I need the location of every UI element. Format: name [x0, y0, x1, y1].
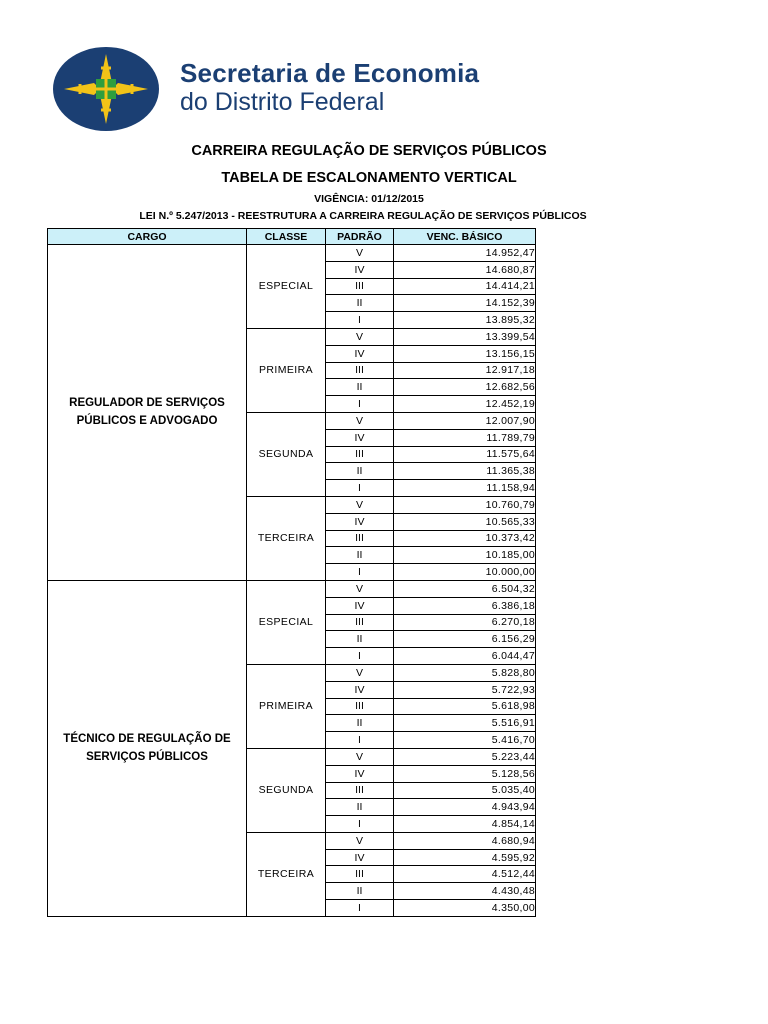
venc-basico-cell: 14.414,21	[394, 278, 536, 295]
padrao-cell: II	[326, 715, 394, 732]
padrao-cell: V	[326, 748, 394, 765]
classe-cell: ESPECIAL	[247, 245, 326, 329]
org-name-line1: Secretaria de Economia	[180, 58, 480, 88]
venc-basico-cell: 13.399,54	[394, 328, 536, 345]
document-title: CARREIRA REGULAÇÃO DE SERVIÇOS PÚBLICOS	[191, 143, 547, 159]
padrao-cell: II	[326, 631, 394, 648]
padrao-cell: V	[326, 245, 394, 262]
padrao-cell: III	[326, 698, 394, 715]
header-cargo: CARGO	[48, 229, 247, 245]
padrao-cell: I	[326, 732, 394, 749]
padrao-cell: V	[326, 328, 394, 345]
venc-basico-cell: 5.128,56	[394, 765, 536, 782]
classe-cell: ESPECIAL	[247, 580, 326, 664]
padrao-cell: IV	[326, 849, 394, 866]
org-name-line2: do Distrito Federal	[180, 88, 385, 116]
venc-basico-cell: 10.373,42	[394, 530, 536, 547]
padrao-cell: V	[326, 664, 394, 681]
padrao-cell: V	[326, 580, 394, 597]
padrao-cell: IV	[326, 597, 394, 614]
padrao-cell: I	[326, 900, 394, 917]
venc-basico-cell: 11.789,79	[394, 429, 536, 446]
venc-basico-cell: 6.386,18	[394, 597, 536, 614]
venc-basico-cell: 12.452,19	[394, 396, 536, 413]
law-line: LEI N.º 5.247/2013 - REESTRUTURA A CARREIRA REGULAÇÃO DE SERVIÇOS PÚBLICOS	[139, 210, 587, 222]
padrao-cell: III	[326, 362, 394, 379]
padrao-cell: I	[326, 480, 394, 497]
venc-basico-cell: 13.156,15	[394, 345, 536, 362]
venc-basico-cell: 4.350,00	[394, 900, 536, 917]
venc-basico-cell: 10.760,79	[394, 496, 536, 513]
padrao-cell: IV	[326, 681, 394, 698]
venc-basico-cell: 11.365,38	[394, 463, 536, 480]
venc-basico-cell: 5.618,98	[394, 698, 536, 715]
padrao-cell: V	[326, 832, 394, 849]
cargo-cell: REGULADOR DE SERVIÇOS PÚBLICOS E ADVOGADO	[48, 245, 247, 581]
venc-basico-cell: 6.156,29	[394, 631, 536, 648]
classe-cell: PRIMEIRA	[247, 328, 326, 412]
venc-basico-cell: 6.270,18	[394, 614, 536, 631]
venc-basico-cell: 12.007,90	[394, 412, 536, 429]
classe-cell: SEGUNDA	[247, 748, 326, 832]
salary-table	[47, 228, 536, 917]
classe-cell: TERCEIRA	[247, 496, 326, 580]
padrao-cell: III	[326, 530, 394, 547]
cargo-cell: TÉCNICO DE REGULAÇÃO DE SERVIÇOS PÚBLICOS	[48, 580, 247, 916]
venc-basico-cell: 14.152,39	[394, 295, 536, 312]
venc-basico-cell: 10.185,00	[394, 547, 536, 564]
venc-basico-cell: 5.828,80	[394, 664, 536, 681]
venc-basico-cell: 5.035,40	[394, 782, 536, 799]
table-row	[48, 245, 536, 262]
venc-basico-cell: 14.680,87	[394, 261, 536, 278]
padrao-cell: V	[326, 412, 394, 429]
table-row	[48, 580, 536, 597]
venc-basico-cell: 14.952,47	[394, 245, 536, 262]
venc-basico-cell: 12.917,18	[394, 362, 536, 379]
padrao-cell: III	[326, 866, 394, 883]
header-padrao: PADRÃO	[326, 229, 394, 245]
venc-basico-cell: 10.000,00	[394, 564, 536, 581]
padrao-cell: III	[326, 782, 394, 799]
venc-basico-cell: 10.565,33	[394, 513, 536, 530]
padrao-cell: II	[326, 295, 394, 312]
padrao-cell: II	[326, 799, 394, 816]
classe-cell: TERCEIRA	[247, 832, 326, 916]
venc-basico-cell: 4.680,94	[394, 832, 536, 849]
padrao-cell: I	[326, 312, 394, 329]
venc-basico-cell: 6.044,47	[394, 648, 536, 665]
table-header-row	[48, 229, 536, 245]
brasilia-emblem-icon	[52, 46, 160, 132]
padrao-cell: I	[326, 648, 394, 665]
padrao-cell: I	[326, 816, 394, 833]
padrao-cell: III	[326, 446, 394, 463]
padrao-cell: IV	[326, 429, 394, 446]
padrao-cell: I	[326, 396, 394, 413]
venc-basico-cell: 11.158,94	[394, 480, 536, 497]
padrao-cell: II	[326, 379, 394, 396]
venc-basico-cell: 4.595,92	[394, 849, 536, 866]
padrao-cell: IV	[326, 513, 394, 530]
venc-basico-cell: 5.223,44	[394, 748, 536, 765]
vigencia-line: VIGÊNCIA: 01/12/2015	[314, 193, 424, 205]
padrao-cell: IV	[326, 345, 394, 362]
padrao-cell: III	[326, 278, 394, 295]
venc-basico-cell: 12.682,56	[394, 379, 536, 396]
venc-basico-cell: 4.512,44	[394, 866, 536, 883]
padrao-cell: III	[326, 614, 394, 631]
classe-cell: SEGUNDA	[247, 412, 326, 496]
padrao-cell: V	[326, 496, 394, 513]
venc-basico-cell: 11.575,64	[394, 446, 536, 463]
header-venc-basico: VENC. BÁSICO	[394, 229, 536, 245]
classe-cell: PRIMEIRA	[247, 664, 326, 748]
padrao-cell: II	[326, 463, 394, 480]
padrao-cell: IV	[326, 765, 394, 782]
padrao-cell: II	[326, 883, 394, 900]
padrao-cell: II	[326, 547, 394, 564]
padrao-cell: IV	[326, 261, 394, 278]
document-subtitle: TABELA DE ESCALONAMENTO VERTICAL	[221, 170, 517, 186]
venc-basico-cell: 4.943,94	[394, 799, 536, 816]
venc-basico-cell: 4.430,48	[394, 883, 536, 900]
org-logo	[52, 46, 522, 134]
venc-basico-cell: 13.895,32	[394, 312, 536, 329]
header-classe: CLASSE	[247, 229, 326, 245]
venc-basico-cell: 4.854,14	[394, 816, 536, 833]
venc-basico-cell: 5.722,93	[394, 681, 536, 698]
padrao-cell: I	[326, 564, 394, 581]
venc-basico-cell: 6.504,32	[394, 580, 536, 597]
venc-basico-cell: 5.416,70	[394, 732, 536, 749]
venc-basico-cell: 5.516,91	[394, 715, 536, 732]
